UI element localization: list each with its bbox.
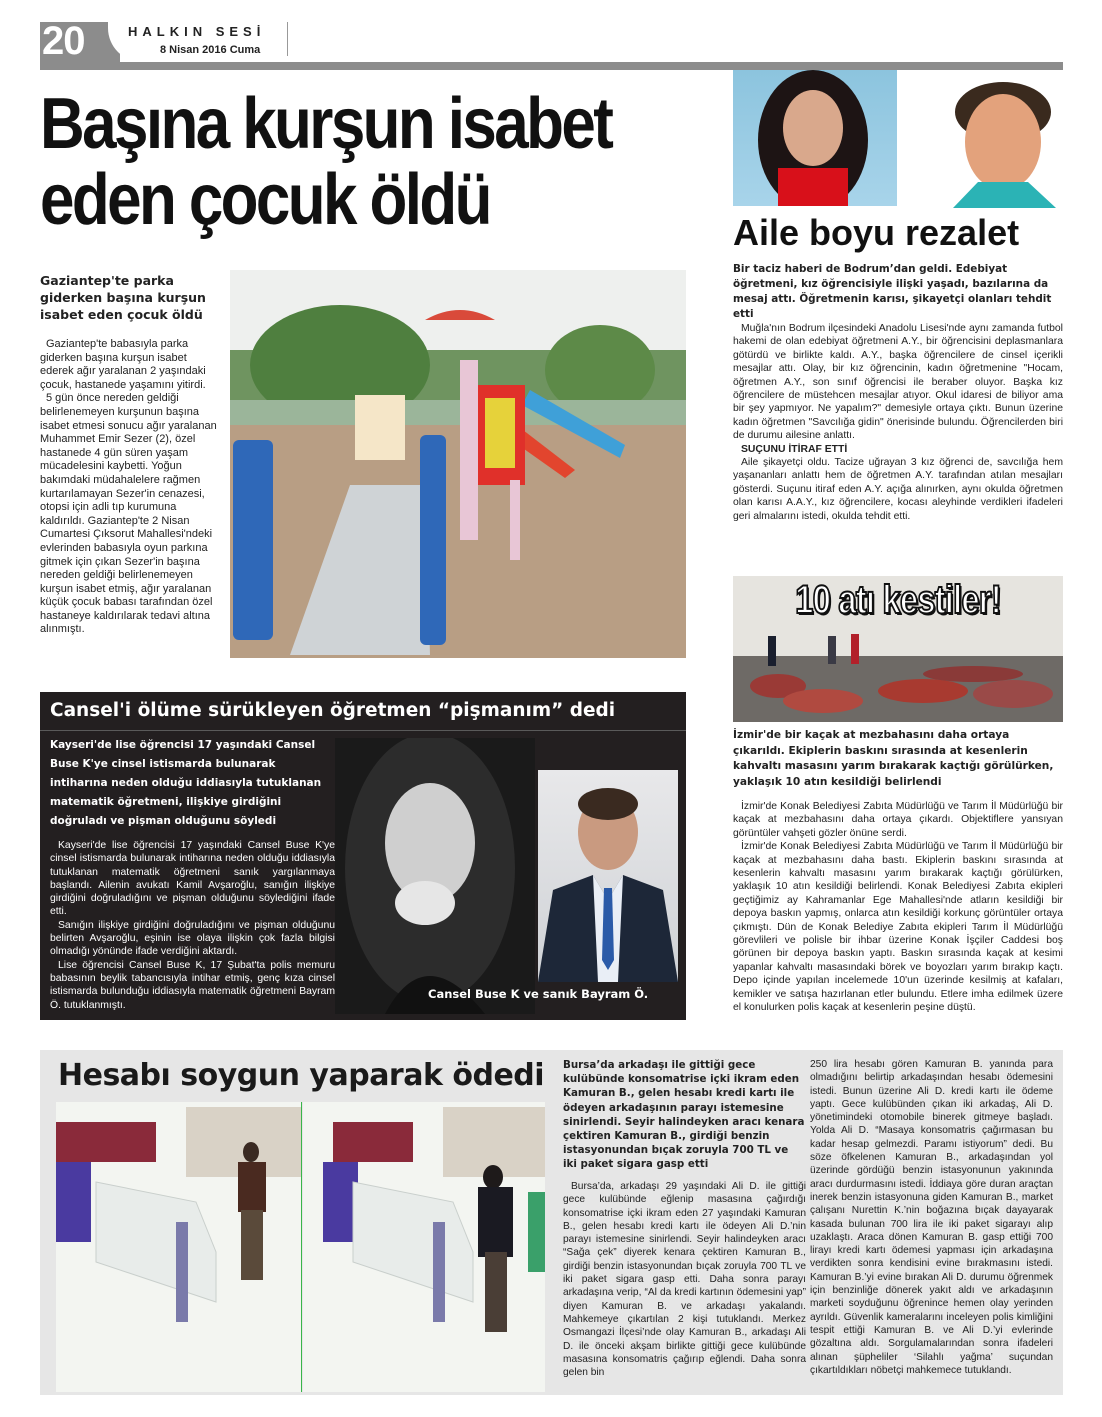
playground-photo <box>230 270 686 658</box>
horse-photo-headline: 10 atı kestiler! <box>795 578 1001 622</box>
hesap-paragraph: Bursa’da, arkadaşı 29 yaşındaki Ali D. ile gittiği gece kulübünde eğlenip masasına çağırdığı konsomatrise içki ikram eden 27 yaşındaki Kamuran B., gelen hesabı kredi kartı ile ödeyen Ali D.’nin parayı istemesine sinirlendi. Seyir halindeyken aracı “Sağa çek” diyerek kenara çektiren Kamuran B., girdiği benzin istasyonundan bıçak zoruyla 700 TL ve iki paket sigara gasp etti. Daha sonra parayı arkadaşına verip, “Al da kredi kartının ödemesini yap” diyen Kamuran B. ve arkadaşı yakalandı. Mahkemeye çıkartılan 2 kişi tutuklandı. Merkez Osmangazi İlçesi’nde olay Kamuran B., arkadaşı Ali D. ile önceki akşam birlikte gittiği gece kulübünde masasına konsomatris çağırıp eğlendi. Daha sonra gelen bin <box>563 1181 806 1379</box>
aile-paragraph: Aile şikayetçi oldu. Tacize uğrayan 3 kız öğrenci de, savcılığa hem yaşananları anlattı hem de öğretmen A.Y. tarafından atılan mesajları gösterdi. Suçunu itiraf eden A.Y. açığa alınırken, aynı okulda öğretmen olan karısı A.A.Y., kız öğrencilere, kocası aleyhinde verdikleri ifadeleri geri almalarını istedi, okulda tehdit etti. <box>733 457 1063 522</box>
teacher-photo <box>938 74 1063 208</box>
slaughterhouse-photo <box>733 576 1063 722</box>
cansel-divider <box>40 730 686 731</box>
cctv-frame-2 <box>303 1102 545 1392</box>
aile-body <box>733 322 1063 523</box>
teacher-wife-photo <box>733 70 897 206</box>
lead-deck: Gaziantep'te parka giderken başına kurşun isabet eden çocuk öldü <box>40 273 206 322</box>
cansel-paragraph: Sanığın ilişkiye girdiğini doğruladığını ve pişman olduğunu belirten Avşaroğlu, eşinin ise olaya ilişkin çok fazla bilgisi olmadığı yönünde ifade verdiğini aktardı. <box>50 919 335 958</box>
hesap-deck: Bursa’da arkadaşı ile gittiği gece kulübünde konsomatrise içki ikram eden Kamuran B., gelen hesabı kredi kartı ile ödeyen arkadaşının parayı istemesine sinirlendi. Seyir halindeyken aracı kenara çektiren Kamuran B., girdiği benzin istasyonundan bıçak zoruyla 700 TL ve iki paket sigara gasp etti <box>563 1059 805 1171</box>
teacher-bayram-photo <box>538 770 678 982</box>
newspaper-name: HALKIN SESİ <box>128 24 266 39</box>
lead-headline <box>40 86 711 238</box>
cansel-body <box>50 839 335 1012</box>
horse-deck: İzmir'de bir kaçak at mezbahasını daha ortaya çıkarıldı. Ekiplerin baskını sırasında at kesenlerin kahvaltı masasını yarım bırakarak kaçtığı görülürken, yaklaşık 10 atın kesildiği belirlendi <box>733 729 1054 788</box>
horse-paragraph: İzmir'de Konak Belediyesi Zabıta Müdürlüğü ve Tarım İl Müdürlüğü bir kaçak at mezbahasını daha bastı. Ekiplerin baskını sırasında at kesenlerin kahvaltı masasını yarım bırakarak kaçtığı görülürken, yaklaşık 10 atın kesildiği belirlendi. Konak Belediyesi Zabıta ekipleri geçtiğimiz ay Kahramanlar Ege Mahallesi'nde atların kesildiği bir depoya baskın yapmış, onlarca atın kesildiği korkunç görüntüler ortaya çıkmıştı. Dün de Konak Belediye Zabıta ekipleri Tarım İl Müdürlüğü görevlileri ve polisle bir ihbar üzerine Konak İşçiler Caddesi boş görünen bir depoya baskın yaptı. Baskın sırasında kaçak at kesimi yapanlar kahvaltı masasındaki börek ve boyozları yarım bırakıp kaçtı. Depo içinde yapılan incelemede 10'un üzerinde kesilmiş at kafaları, kemikler ve satışa hazırlanan etler bulundu. Etlere imha edilmek üzere el konulurken polis kaçak at kesenlerin peşine düştü. <box>733 841 1063 1014</box>
lead-body <box>40 338 218 637</box>
hesap-body-column-2: 250 lira hesabı gören Kamuran B. yanında para olmadığını belirtip arkadaşından hesabı ödemesini istedi. Bunun üzerine Ali D. kredi kartı ile ödeme yaptı. Gece kulübünden çıkan iki arkadaş, Ali D. yönetimindeki otomobile binerek gitmeye başladı. Yolda Ali D. “Masaya konsomatris çağırmasan bu kadar hesap gelmezdi. Paramı istiyorum” dedi. Bu söze öfkelenen Kamuran B., arkadaşından yol üzerinde gördüğü benzin istasyonunun yakınında aracı durdurmasını istedi. İddiaya göre duran araçtan inerek benzin istasyonuna giden Kamuran B., market çalışanı Nurettin K.’nin boğazına bıçak dayayarak kasada bulunan 700 lira ile iki paket sigarayı alıp uzaklaştı. Araca dönen Kamuran B. gasp ettiği 700 lirayı kredi kartı ödemesi yapması için arkadaşına verdikten sonra kendisini evine bırakmasını istedi. Kamuran B.’yi evine bırakan Ali D. durumu öğrenmek için benzinliğe dönerek yakıt aldı ve arkadaşının marketi soyduğunu öğrenince hemen olay yerinden ayrıldı. Güvenlik kameralarını inceleyen polis kimliğini tespit ettiği Kamuran B. ve Ali D.’yi evlerinde gözaltına aldı. Sorgulamalarından sonra ifadeleri alınan şüpheliler ‘Silahlı yağma’ suçundan çıkartıldıkları nöbetçi mahkemece tutuklandı. <box>810 1059 1053 1376</box>
cansel-paragraph: Lise öğrencisi Cansel Buse K, 17 Şubat'ta polis memuru babasının beylik tabancısıyla intihar etmiş, genç kıza cinsel istismarda bulunduğu iddiasıyla matematik öğretmeni Bayram Ö. tutuklanmıştı. <box>50 959 335 1011</box>
cctv-frame-1 <box>56 1102 302 1392</box>
aile-paragraph: Muğla'nın Bodrum ilçesindeki Anadolu Lisesi'nde aynı zamanda futbol hakemi de olan edebiyat öğretmeni A.Y., bir öğrencisini deplasmanlara götürdü ve birlikte kaldı. A.Y., başka öğrencilere de cinsel içerikli mesajlar attı. Olay, bir kız öğrencinin, kadın öğretmenine "Hocam, öğretmen A.Y., son sınıf öğrencisi ile beraber oluyor. Başka kız öğrencilere de müstehcen mesajlar atıyor. Okul idaresi de biliyor ama bir şey yapmıyor. Ne yapalım?" demesiyle ortaya çıktı. Bunun üzerine kadın öğretmen "Savcılığa gidin" önerisinde bulundu. Öğrencilerden biri de durumu ailesine anlattı. <box>733 323 1063 442</box>
hesap-body-column-1 <box>563 1180 806 1379</box>
hesap-headline: Hesabı soygun yaparak ödedi <box>58 1058 545 1093</box>
cansel-photo <box>335 738 535 1014</box>
cansel-story-box <box>40 692 686 1020</box>
masthead <box>40 19 1063 70</box>
horse-body <box>733 800 1063 1015</box>
lead-paragraph: Gaziantep'te babasıyla parka giderken başına kurşun isabet ederek ağır yaralanan 2 yaşındaki çocuk, hastanede yaşamını yitirdi. <box>40 338 206 391</box>
cansel-deck: Kayseri'de lise öğrencisi 17 yaşındaki Cansel Buse K'ye cinsel istismarda bulunarak intiharına neden olduğu iddiasıyla tutuklanan matematik öğretmeni, ilişkiye girdiğini doğruladı ve pişman olduğunu söyledi <box>50 739 322 827</box>
hesap-story-box <box>40 1050 1063 1395</box>
cansel-photo-caption: Cansel Buse K ve sanık Bayram Ö. <box>428 987 649 1001</box>
aile-subhead: SUÇUNU İTİRAF ETTİ <box>741 443 848 455</box>
lead-headline-line1: Başına kurşun isabet <box>40 84 612 164</box>
lead-paragraph: 5 gün önce nereden geldiği belirlenemeyen kurşunun başına isabet etmesi sonucu ağır yaralanan Muhammet Emir Sezer (2), özel hastanede 4 gün süren yaşam mücadelesini kaybetti. Yoğun bakımdaki müdahalelere rağmen kurtarılamayan Sezer'in cenazesi, otopsi için adli tıp kurumuna kaldırıldı. Gaziantep'te 2 Nisan Cumartesi Çıksorut Mahallesi'ndeki evlerinden babasıyla oyun parkına gitmek için çıkan Sezer'in başına nereden geldiği belirlenemeyen kurşun isabet etmiş, ağır yaralanan küçük çocuk babası tarafından özel hastaneye kaldırılarak tedavi altına alınmıştı. <box>40 392 217 636</box>
page-number: 20 <box>42 19 85 63</box>
aile-deck: Bir taciz haberi de Bodrum’dan geldi. Edebiyat öğretmeni, kız öğrencisiyle ilişki yaşadı, bazılarına da mesaj attı. Öğretmenin karısı, şikayetçi olanları tehdit etti <box>733 263 1052 320</box>
masthead-rule <box>40 62 1063 70</box>
cansel-paragraph: Kayseri'de lise öğrencisi 17 yaşındaki Cansel Buse K'ye cinsel istismarda bulunarak intiharına neden olduğu iddiasıyla tutuklanan matematik öğretmeni sanık yargılanmaya başlandı. Ailenin avukatı Kamil Avşaroğlu, sanığın ilişkiye girdiğini doğruladığını ve pişman olduğunu söylediğini ifade etti. <box>50 840 335 918</box>
masthead-divider <box>287 22 288 56</box>
horse-paragraph: İzmir'de Konak Belediyesi Zabıta Müdürlüğü ve Tarım İl Müdürlüğü bir kaçak at mezbahasını daha ortaya çıkardı. Objektiflere yansıyan görüntüler vahşeti gözler önüne serdi. <box>733 801 1063 839</box>
cansel-headline: Cansel'i ölüme sürükleyen öğretmen “pişmanım” dedi <box>50 700 616 721</box>
aile-headline: Aile boyu rezalet <box>733 212 1020 253</box>
issue-date: 8 Nisan 2016 Cuma <box>160 44 261 56</box>
lead-headline-line2: eden çocuk öldü <box>40 160 490 240</box>
